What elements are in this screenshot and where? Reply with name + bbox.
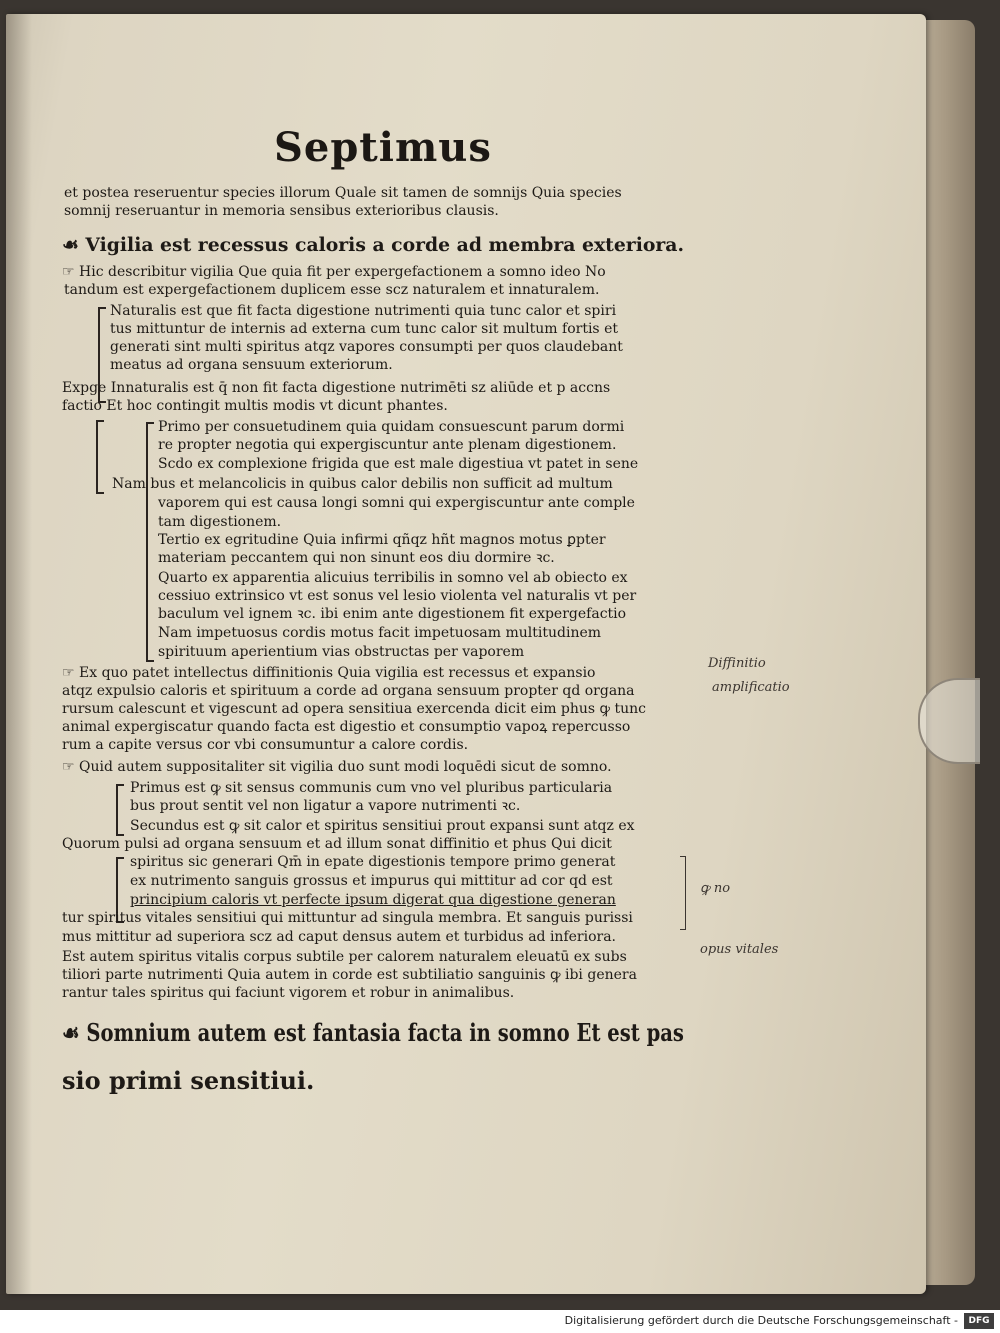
text-line: somnij reseruantur in memoria sensibus exterioribus clausis. (64, 203, 499, 219)
text-line: Quarto ex apparentia alicuius terribilis in somno vel ab obiecto ex (158, 570, 628, 586)
text-line: ☞ Hic describitur vigilia Que quia fit per expergefactionem a somno ideo No (62, 264, 606, 280)
text-line: Expge Innaturalis est q̄ non fit facta digestione nutrimēti sz aliūde et p accns (62, 380, 611, 396)
text-line: rantur tales spiritus qui faciunt vigorem et robur in animalibus. (62, 985, 515, 1001)
bracket (116, 784, 124, 836)
text-line: ☞ Quid autem suppositaliter sit vigilia duo sunt modi loquēdi sicut de somno. (62, 759, 612, 775)
text-line: sio primi sensitiui. (62, 1066, 315, 1095)
text-line: rursum calescunt et vigescunt ad opera sensitiua exercenda dicit eim phus ꝙ tunc (62, 701, 647, 717)
text-line: bus prout sentit vel non ligatur a vapore nutrimenti ꝛc. (130, 798, 521, 814)
text-line: Scdo ex complexione frigida que est male digestiua vt patet in sene (158, 456, 639, 472)
text-line: spiritus sic generari Qm̄ in epate digestionis tempore primo generat (130, 854, 616, 870)
footer-bar (0, 1310, 1000, 1333)
text-line: cessiuo extrinsico vt est sonus vel lesio violenta vel naturalis vt per (158, 588, 637, 604)
page-gutter-shadow (6, 14, 32, 1294)
bracket (146, 422, 154, 662)
text-line: tam digestionem. (158, 514, 282, 530)
marginal-note: opus vitales (700, 942, 779, 957)
dfg-logo: DFG (964, 1313, 994, 1329)
text-line: Naturalis est que fit facta digestione nutrimenti quia tunc calor et spiri (110, 303, 617, 319)
text-line: animal expergiscatur quando facta est digestio et consumptio vapoꝝ repercusso (62, 719, 631, 735)
text-line: generati sint multi spiritus atqz vapores consumpti per quos claudebant (110, 339, 623, 355)
text-line: baculum vel ignem ꝛc. ibi enim ante digestionem fit expergefactio (158, 606, 627, 622)
text-line: Est autem spiritus vitalis corpus subtile per calorem naturalem eleuatū ex subs (62, 949, 627, 965)
footer-credit: Digitalisierung gefördert durch die Deutsche Forschungsgemeinschaft - (564, 1314, 958, 1327)
text-line: ☞ Ex quo patet intellectus diffinitionis Quia vigilia est recessus et expansio (62, 665, 596, 681)
text-line: principium caloris vt perfecte ipsum digerat qua digestione generan (130, 892, 616, 908)
text-line: ex nutrimento sanguis grossus et impurus qui mittitur ad cor qd est (130, 873, 613, 889)
marginal-note: amplificatio (712, 680, 790, 695)
text-line: tur spiritus vitales sensitiui qui mittuntur ad singula membra. Et sanguis purissi (62, 910, 633, 926)
section-heading-vigilia: ☙ Vigilia est recessus caloris a corde ad membra exteriora. (62, 234, 685, 256)
text-line: Nam impetuosus cordis motus facit impetuosam multitudinem (158, 625, 602, 641)
text-line: Quorum pulsi ad organa sensuum et ad illum sonat diffinitio et phus Qui dicit (62, 836, 612, 852)
text-line: et postea reseruentur species illorum Quale sit tamen de somnijs Quia species (64, 185, 622, 201)
text-line: Tertio ex egritudine Quia infirmi qñqz hñt magnos motus ꝑpter (158, 532, 606, 548)
text-line: rum a capite versus cor vbi consumuntur a calore cordis. (62, 737, 469, 753)
text-line: Primo per consuetudinem quia quidam consuescunt parum dormi (158, 419, 625, 435)
bracket (96, 420, 104, 494)
text-line: Primus est ꝙ sit sensus communis cum vno vel pluribus particularia (130, 780, 613, 796)
text-line: re propter negotia qui expergiscuntur ante plenam digestionem. (158, 437, 617, 453)
page-heading: Septimus (274, 124, 492, 171)
text-line: meatus ad organa sensuum exteriorum. (110, 357, 393, 373)
handwritten-bracket (680, 856, 686, 930)
text-line: Nam bus et melancolicis in quibus calor debilis non sufficit ad multum (112, 476, 613, 492)
text-line: materiam peccantem qui non sinunt eos diu dormire ꝛc. (158, 550, 555, 566)
marginal-note: Diffinitio (708, 656, 766, 671)
text-line: tandum est expergefactionem duplicem esse scz naturalem et innaturalem. (64, 282, 600, 298)
text-line: tus mittuntur de internis ad externa cum tunc calor sit multum fortis et (110, 321, 618, 337)
text-line: atqz expulsio caloris et spirituum a corde ad organa sensuum propter qd organa (62, 683, 635, 699)
text-line: factio Et hoc contingit multis modis vt dicunt phantes. (62, 398, 448, 414)
text-line: mus mittitur ad superiora scz ad caput densus autem et turbidus ad inferiora. (62, 929, 616, 945)
marginal-note: ꝙ no (700, 881, 731, 896)
text-line: Secundus est ꝙ sit calor et spiritus sensitiui prout expansi sunt atqz ex (130, 818, 635, 834)
text-line: tiliori parte nutrimenti Quia autem in corde est subtiliatio sanguinis ꝙ ibi genera (62, 967, 637, 983)
text-line: spirituum aperientium vias obstructas per vaporem (158, 644, 525, 660)
text-line: vaporem qui est causa longi somni qui expergiscuntur ante comple (158, 495, 635, 511)
section-heading-somnium: ☙ Somnium autem est fantasia facta in somno Et est pas (62, 1018, 684, 1047)
